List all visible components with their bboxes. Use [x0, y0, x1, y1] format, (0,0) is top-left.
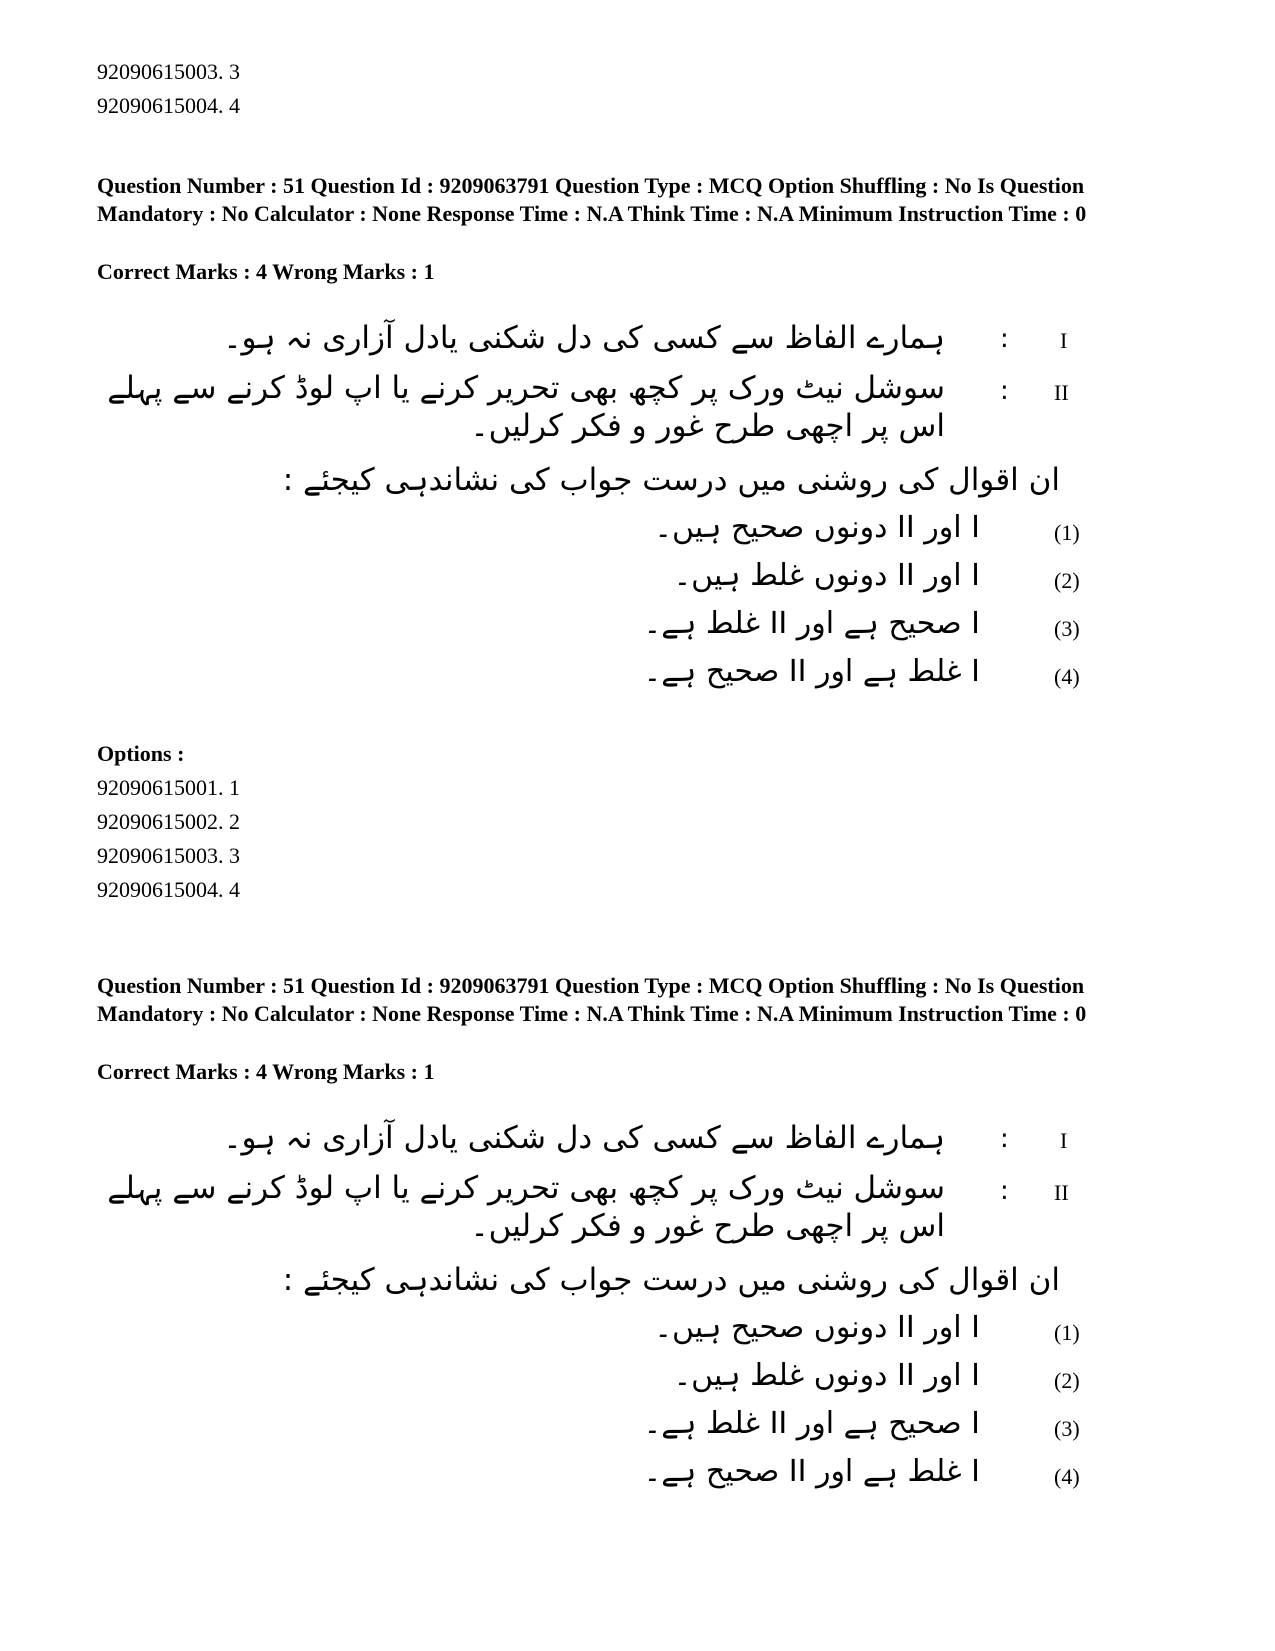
statement-label: I — [1060, 328, 1068, 353]
options-heading: Options : — [97, 741, 185, 766]
statement-text: ہمارے الفاظ سے کسی کی دل شکنی یادل آزاری نہ ہو۔ — [223, 320, 945, 356]
choice-number: (3) — [1054, 1416, 1080, 1441]
statement-separator: : — [1000, 1124, 1009, 1154]
option-line: 92090615001. 1 — [97, 775, 240, 800]
statement-text-cont: اس پر اچھی طرح غور و فکر کرلیں۔ — [470, 408, 945, 444]
statement-label: I — [1060, 1128, 1068, 1153]
statement-text: سوشل نیٹ ورک پر کچھ بھی تحریر کرنے یا اپ لوڈ کرنے سے پہلے — [107, 370, 945, 406]
choice-number: (3) — [1054, 616, 1080, 641]
question-prompt: ان اقوال کی روشنی میں درست جواب کی نشاندہی کیجئے : — [282, 1262, 1060, 1298]
statement-label: II — [1054, 1180, 1069, 1205]
choice-number: (1) — [1054, 520, 1080, 545]
choice-text: I اور II دونوں صحیح ہیں۔ — [654, 510, 980, 545]
statement-separator: : — [1000, 1176, 1009, 1206]
option-line: 92090615003. 3 — [97, 59, 240, 84]
choice-number: (4) — [1054, 1464, 1080, 1489]
option-line: 92090615004. 4 — [97, 93, 240, 118]
statement-text: سوشل نیٹ ورک پر کچھ بھی تحریر کرنے یا اپ لوڈ کرنے سے پہلے — [107, 1170, 945, 1206]
question-meta: Question Number : 51 Question Id : 9209063791 Question Type : MCQ Option Shuffling : No Is Question Mandatory : No Calculator : None Response Time : N.A Think Time : N.A Minimum Instruction Time : 0 — [97, 973, 1087, 1026]
statement-text-cont: اس پر اچھی طرح غور و فکر کرلیں۔ — [470, 1208, 945, 1244]
choice-number: (1) — [1054, 1320, 1080, 1345]
choice-text: I اور II دونوں غلط ہیں۔ — [673, 1358, 980, 1393]
statement-label: II — [1054, 380, 1069, 405]
question-image-block — [107, 310, 1110, 710]
choice-text: I اور II دونوں غلط ہیں۔ — [673, 558, 980, 593]
option-line: 92090615004. 4 — [97, 877, 240, 902]
question-image-block — [107, 1110, 1110, 1510]
choice-number: (2) — [1054, 568, 1080, 593]
option-line: 92090615002. 2 — [97, 809, 240, 834]
statement-text: ہمارے الفاظ سے کسی کی دل شکنی یادل آزاری نہ ہو۔ — [223, 1120, 945, 1156]
option-line: 92090615003. 3 — [97, 843, 240, 868]
question-marks: Correct Marks : 4 Wrong Marks : 1 — [97, 259, 435, 284]
question-prompt: ان اقوال کی روشنی میں درست جواب کی نشاندہی کیجئے : — [282, 462, 1060, 498]
statement-separator: : — [1000, 324, 1009, 354]
choice-text: I غلط ہے اور II صحیح ہے۔ — [643, 1454, 980, 1489]
question-marks: Correct Marks : 4 Wrong Marks : 1 — [97, 1059, 435, 1084]
choice-text: I صحیح ہے اور II غلط ہے۔ — [643, 606, 980, 641]
choice-text: I اور II دونوں صحیح ہیں۔ — [654, 1310, 980, 1345]
choice-number: (2) — [1054, 1368, 1080, 1393]
statement-separator: : — [1000, 376, 1009, 406]
choice-number: (4) — [1054, 664, 1080, 689]
question-meta: Question Number : 51 Question Id : 9209063791 Question Type : MCQ Option Shuffling : No Is Question Mandatory : No Calculator : None Response Time : N.A Think Time : N.A Minimum Instruction Time : 0 — [97, 173, 1087, 226]
choice-text: I غلط ہے اور II صحیح ہے۔ — [643, 654, 980, 689]
choice-text: I صحیح ہے اور II غلط ہے۔ — [643, 1406, 980, 1441]
